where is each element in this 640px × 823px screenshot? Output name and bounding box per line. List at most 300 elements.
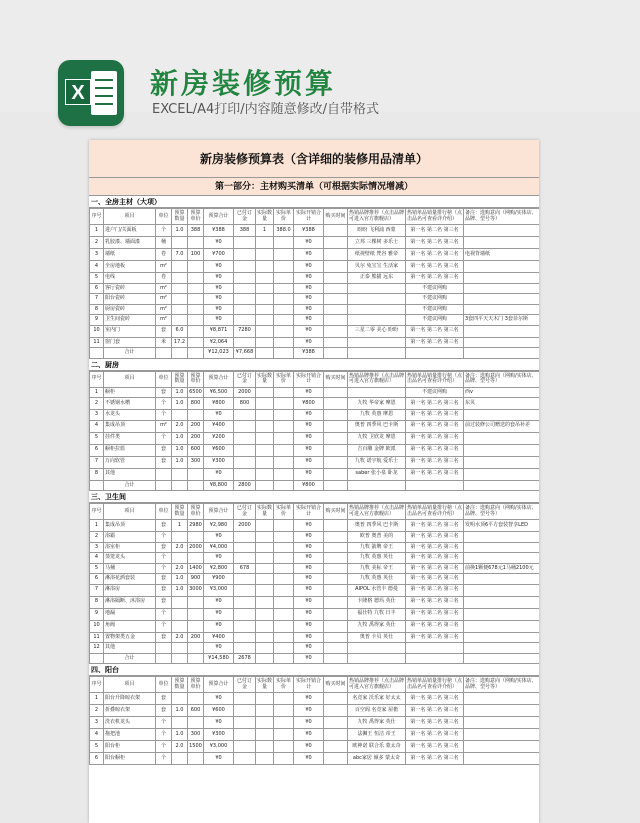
- table-cell: 第一名 第二名 第三名: [406, 249, 464, 261]
- table-cell: 5: [90, 563, 104, 574]
- table-cell: [234, 753, 256, 765]
- table-cell: [188, 315, 204, 326]
- table-cell: 欧神诺 联合乐 蒙太奇: [348, 741, 406, 753]
- table-cell: 第一名 第二名 第三名: [406, 420, 464, 432]
- table-row: [90, 420, 540, 432]
- table-cell: [464, 410, 540, 421]
- section-title: 二、厨房: [89, 359, 539, 371]
- table-cell: ¥0: [204, 261, 234, 273]
- table-cell: 蒸笼龙头: [104, 553, 156, 564]
- table-cell: [464, 717, 540, 729]
- table-cell: [256, 608, 274, 620]
- table-cell: [324, 632, 348, 643]
- column-header: 预算合计: [204, 504, 234, 520]
- table-cell: ¥0: [294, 553, 324, 564]
- table-cell: [234, 717, 256, 729]
- table-cell: 其他: [104, 643, 156, 654]
- table-cell: [324, 249, 348, 261]
- table-cell: ¥0: [294, 620, 324, 632]
- table-cell: 集成吊顶: [104, 420, 156, 432]
- table-cell: [156, 653, 172, 664]
- table-cell: [464, 432, 540, 444]
- table-cell: [256, 348, 274, 359]
- table-cell: [188, 553, 204, 564]
- column-header: 实际单价: [274, 677, 294, 693]
- table-cell: 拖把池: [104, 729, 156, 741]
- column-header: 单位: [156, 677, 172, 693]
- table-cell: ¥0: [294, 563, 324, 574]
- table-cell: [464, 705, 540, 717]
- table-cell: 4: [90, 420, 104, 432]
- table-cell: 2800: [234, 480, 256, 491]
- table-cell: [324, 643, 348, 654]
- table-cell: [324, 387, 348, 398]
- table-cell: 第一名 第二名 第三名: [406, 542, 464, 553]
- column-header: 实际单价: [274, 209, 294, 225]
- table-cell: [464, 468, 540, 480]
- table-cell: [172, 608, 188, 620]
- table-cell: [256, 643, 274, 654]
- table-cell: 300: [188, 729, 204, 741]
- page-title: 新房装修预算: [150, 67, 337, 100]
- table-cell: [256, 520, 274, 532]
- column-header: 序号: [90, 504, 104, 520]
- table-cell: [256, 729, 274, 741]
- table-cell: [324, 304, 348, 315]
- table-cell: ¥6,500: [204, 387, 234, 398]
- table-cell: 200: [188, 420, 204, 432]
- table-cell: [188, 653, 204, 664]
- table-cell: [234, 432, 256, 444]
- table-cell: 阳台柜: [104, 741, 156, 753]
- table-cell: 第一名 第二名 第三名: [406, 520, 464, 532]
- table-cell: 九牧 禹得家 英仕: [348, 620, 406, 632]
- table-cell: [256, 532, 274, 543]
- table-cell: 第一名 第二名 第三名: [406, 608, 464, 620]
- column-header: 已付订金: [234, 677, 256, 693]
- column-header: 预算单价: [188, 209, 204, 225]
- table-cell: [348, 315, 406, 326]
- table-cell: 1: [90, 387, 104, 398]
- table-cell: [274, 553, 294, 564]
- table-cell: [274, 273, 294, 284]
- table-row: [90, 432, 540, 444]
- table-cell: 4: [90, 729, 104, 741]
- table-cell: 第一名 第二名 第三名: [406, 705, 464, 717]
- table-cell: 东贝: [464, 398, 540, 410]
- table-cell: 300: [188, 456, 204, 468]
- table-cell: ¥0: [204, 273, 234, 284]
- table-cell: 第一名 第二名 第三名: [406, 398, 464, 410]
- column-header: 热销品牌推荐（点击品牌可进入官方旗舰店）: [348, 371, 406, 387]
- table-cell: [90, 348, 104, 359]
- table-cell: [172, 468, 188, 480]
- table-cell: 个: [156, 398, 172, 410]
- table-cell: 1: [90, 693, 104, 705]
- table-cell: [324, 410, 348, 421]
- table-cell: 4: [90, 261, 104, 273]
- table-cell: 1.0: [172, 574, 188, 585]
- table-cell: ¥0: [204, 608, 234, 620]
- table-cell: [274, 456, 294, 468]
- table-cell: 九牧 英惠 英仕: [348, 574, 406, 585]
- table-cell: 4: [90, 553, 104, 564]
- table-cell: [274, 480, 294, 491]
- table-cell: [234, 444, 256, 456]
- table-cell: [188, 596, 204, 608]
- section-title: 一、全房主材（大项）: [89, 196, 539, 208]
- table-cell: ¥0: [294, 315, 324, 326]
- table-cell: [172, 348, 188, 359]
- table-cell: 西v: [464, 387, 540, 398]
- table-cell: [256, 753, 274, 765]
- table-cell: [274, 632, 294, 643]
- table-cell: [188, 273, 204, 284]
- table-cell: [324, 273, 348, 284]
- table-cell: [324, 520, 348, 532]
- table-cell: ¥800: [204, 398, 234, 410]
- table-cell: [324, 553, 348, 564]
- table-row: [90, 532, 540, 543]
- sheet-subtitle: 第一部分：主材购买清单（可根据实际情况增减）: [89, 178, 539, 196]
- table-cell: [172, 717, 188, 729]
- table-cell: 17.2: [172, 337, 188, 348]
- column-header: 热销品牌推荐（点击品牌可进入官方旗舰店）: [348, 209, 406, 225]
- table-cell: 角阀: [104, 620, 156, 632]
- table-cell: 600: [188, 444, 204, 456]
- table-cell: 2980: [188, 520, 204, 532]
- table-cell: [324, 237, 348, 249]
- table-cell: [234, 304, 256, 315]
- table-cell: ¥0: [294, 596, 324, 608]
- table-cell: [234, 632, 256, 643]
- table-cell: [188, 480, 204, 491]
- table-cell: [234, 294, 256, 305]
- table-cell: [188, 693, 204, 705]
- table-cell: [464, 294, 540, 305]
- table-cell: ¥0: [294, 653, 324, 664]
- table-cell: [256, 632, 274, 643]
- table-cell: [156, 643, 172, 654]
- excel-x-icon: X: [65, 79, 91, 105]
- column-header: 购买时间: [324, 371, 348, 387]
- column-header: 备注：选购意向（网购/实体店、品牌、型号等）: [464, 677, 540, 693]
- table-cell: [464, 480, 540, 491]
- table-cell: ¥0: [204, 294, 234, 305]
- table-cell: 套: [156, 574, 172, 585]
- table-cell: ¥4,000: [204, 542, 234, 553]
- table-cell: 6.0: [172, 325, 188, 337]
- table-cell: [464, 456, 540, 468]
- table-cell: 3: [90, 717, 104, 729]
- table-cell: 九牧 诺宇航 爱乐士: [348, 456, 406, 468]
- table-cell: 第一名 第二名 第三名: [406, 563, 464, 574]
- table-cell: [256, 325, 274, 337]
- column-header: 购买时间: [324, 677, 348, 693]
- table-cell: [234, 729, 256, 741]
- table-cell: 6: [90, 574, 104, 585]
- table-cell: [256, 705, 274, 717]
- table-row: [90, 596, 540, 608]
- table-cell: 橱柜: [104, 387, 156, 398]
- page-subtitle: EXCEL/A4打印/内容随意修改/自带格式: [152, 102, 380, 117]
- table-cell: [274, 653, 294, 664]
- table-cell: [234, 553, 256, 564]
- table-cell: ¥0: [294, 410, 324, 421]
- table-cell: [464, 337, 540, 348]
- table-cell: [464, 304, 540, 315]
- table-cell: 个: [156, 729, 172, 741]
- table-cell: [188, 468, 204, 480]
- table-cell: [464, 273, 540, 284]
- section-title: 三、卫生间: [89, 491, 539, 503]
- table-cell: [256, 283, 274, 294]
- table-cell: [234, 620, 256, 632]
- table-cell: [464, 348, 540, 359]
- table-cell: [464, 542, 540, 553]
- column-header: 预算单价: [188, 677, 204, 693]
- table-cell: 1.0: [172, 432, 188, 444]
- table-cell: 7.0: [172, 249, 188, 261]
- table-cell: [156, 480, 172, 491]
- table-cell: ¥0: [294, 729, 324, 741]
- table-cell: [188, 237, 204, 249]
- table-cell: ¥0: [204, 315, 234, 326]
- table-cell: 客厅瓷砖: [104, 283, 156, 294]
- column-header: 项目: [104, 504, 156, 520]
- table-cell: [256, 553, 274, 564]
- table-cell: [274, 717, 294, 729]
- table-row: [90, 237, 540, 249]
- column-header: 项目: [104, 677, 156, 693]
- table-cell: 388: [188, 225, 204, 237]
- table-cell: 浴霸: [104, 532, 156, 543]
- table-cell: 2000: [234, 387, 256, 398]
- table-cell: 法狮王 恒洁 帝王: [348, 729, 406, 741]
- table-cell: [234, 456, 256, 468]
- table-cell: 集成吊顶: [104, 520, 156, 532]
- table-cell: ¥3,000: [204, 584, 234, 596]
- column-header: 实际开销合计: [294, 677, 324, 693]
- table-cell: 九牧 华帝家 摩恩: [348, 398, 406, 410]
- column-header: 预算单价: [188, 504, 204, 520]
- table-cell: [324, 705, 348, 717]
- table-cell: [274, 410, 294, 421]
- table-cell: 9: [90, 315, 104, 326]
- table-cell: ¥0: [294, 304, 324, 315]
- table-cell: 九牧 英惠 英仕: [348, 553, 406, 564]
- table-cell: [172, 620, 188, 632]
- table-cell: [348, 643, 406, 654]
- table-cell: 第一名 第二名 第三名: [406, 325, 464, 337]
- table-cell: 第一名 第二名 第三名: [406, 444, 464, 456]
- table-cell: [256, 304, 274, 315]
- table-row: [90, 273, 540, 284]
- table-cell: 个: [156, 410, 172, 421]
- table-cell: [324, 480, 348, 491]
- table-cell: [256, 420, 274, 432]
- table-cell: 1: [90, 520, 104, 532]
- table-cell: 套: [156, 456, 172, 468]
- column-header: 实际单价: [274, 504, 294, 520]
- table-cell: 挂件类: [104, 432, 156, 444]
- table-cell: 1.0: [172, 705, 188, 717]
- table-cell: [274, 753, 294, 765]
- table-cell: [256, 249, 274, 261]
- table-cell: 前换1颗便678元1马桶2100元: [464, 563, 540, 574]
- table-cell: ¥0: [204, 283, 234, 294]
- column-header: 项目: [104, 371, 156, 387]
- table-cell: ¥0: [294, 753, 324, 765]
- table-row: [90, 304, 540, 315]
- table-cell: [324, 325, 348, 337]
- column-header: 项目: [104, 209, 156, 225]
- table-cell: [234, 741, 256, 753]
- column-header: 预算合计: [204, 677, 234, 693]
- column-header: 已付订金: [234, 209, 256, 225]
- table-cell: 2.0: [172, 563, 188, 574]
- table-cell: 乳胶漆、墙面漆: [104, 237, 156, 249]
- table-cell: ¥900: [204, 574, 234, 585]
- table-cell: [234, 468, 256, 480]
- table-cell: [256, 237, 274, 249]
- table-cell: AIPOL 水管丰 德曼: [348, 584, 406, 596]
- table-cell: [256, 273, 274, 284]
- table-cell: 套: [156, 520, 172, 532]
- table-row: [90, 520, 540, 532]
- table-cell: 不建议网购: [406, 294, 464, 305]
- table-cell: 前过装修公司赠送的套吊补差: [464, 420, 540, 432]
- table-cell: 第一名 第二名 第三名: [406, 693, 464, 705]
- table-cell: 奥普 卡贝 英仕: [348, 632, 406, 643]
- table-row: [90, 456, 540, 468]
- table-cell: [348, 304, 406, 315]
- table-cell: 电视背墙纸: [464, 249, 540, 261]
- table-cell: [256, 432, 274, 444]
- table-cell: 厨房瓷砖: [104, 304, 156, 315]
- table-cell: [256, 261, 274, 273]
- table-cell: ¥0: [294, 468, 324, 480]
- column-header: 预算合计: [204, 371, 234, 387]
- table-cell: [234, 237, 256, 249]
- column-header: 单位: [156, 371, 172, 387]
- table-row: [90, 261, 540, 273]
- table-cell: [464, 596, 540, 608]
- table-cell: [234, 420, 256, 432]
- table-cell: [234, 574, 256, 585]
- table-cell: [188, 717, 204, 729]
- table-cell: ¥700: [204, 249, 234, 261]
- table-cell: 3套四平天天木门 3套菲尔斯: [464, 315, 540, 326]
- table-cell: 3: [90, 410, 104, 421]
- table-cell: 5: [90, 432, 104, 444]
- table-cell: [256, 398, 274, 410]
- table-cell: [156, 348, 172, 359]
- table-row: [90, 620, 540, 632]
- table-cell: [256, 741, 274, 753]
- table-cell: 马桶: [104, 563, 156, 574]
- table-cell: ¥300: [204, 456, 234, 468]
- table-cell: [234, 643, 256, 654]
- budget-table: [89, 371, 539, 492]
- table-cell: [188, 608, 204, 620]
- table-cell: [274, 432, 294, 444]
- table-cell: 900: [188, 574, 204, 585]
- table-cell: [464, 653, 540, 664]
- table-cell: [464, 741, 540, 753]
- table-row: [90, 753, 540, 765]
- table-cell: 三星二零 美心 盼盼: [348, 325, 406, 337]
- table-cell: [234, 584, 256, 596]
- table-cell: [274, 620, 294, 632]
- table-cell: abc家居 倾多 蒙太奇: [348, 753, 406, 765]
- table-cell: 2: [90, 705, 104, 717]
- table-cell: [406, 480, 464, 491]
- table-cell: [256, 717, 274, 729]
- table-cell: [172, 480, 188, 491]
- budget-table: [89, 503, 539, 664]
- table-cell: [274, 304, 294, 315]
- table-cell: [234, 410, 256, 421]
- table-cell: 淋浴房: [104, 584, 156, 596]
- table-cell: m²: [156, 261, 172, 273]
- table-cell: [274, 596, 294, 608]
- table-cell: 贝尔 兔宝宝 生活家: [348, 261, 406, 273]
- table-cell: 名竞家 沃乐家 好太太: [348, 693, 406, 705]
- table-cell: [324, 432, 348, 444]
- table-cell: 10: [90, 620, 104, 632]
- table-cell: 12: [90, 643, 104, 654]
- table-cell: 九牧 卫欣龙 摩恩: [348, 432, 406, 444]
- table-cell: 第一名 第二名 第三名: [406, 717, 464, 729]
- table-cell: ¥8,800: [204, 480, 234, 491]
- table-cell: 九牧 禹得家 英仕: [348, 717, 406, 729]
- table-cell: 第一名 第二名 第三名: [406, 741, 464, 753]
- table-cell: 第一名 第二名 第三名: [406, 273, 464, 284]
- table-cell: 九牧 美标 帝王: [348, 563, 406, 574]
- table-row: [90, 249, 540, 261]
- table-cell: [324, 532, 348, 543]
- table-row: [90, 717, 540, 729]
- table-cell: ¥0: [294, 574, 324, 585]
- table-cell: ¥388: [294, 225, 324, 237]
- table-cell: ¥0: [204, 468, 234, 480]
- table-cell: ¥0: [204, 596, 234, 608]
- table-cell: ¥0: [294, 520, 324, 532]
- table-cell: 6: [90, 444, 104, 456]
- table-cell: [156, 468, 172, 480]
- table-cell: 2: [90, 398, 104, 410]
- table-cell: 合计: [104, 480, 156, 491]
- table-cell: [234, 337, 256, 348]
- table-cell: 套: [156, 387, 172, 398]
- table-cell: 第一名 第二名 第三名: [406, 261, 464, 273]
- table-cell: [188, 337, 204, 348]
- table-row: [90, 410, 540, 421]
- table-cell: 洗衣机龙头: [104, 717, 156, 729]
- table-header-row: [90, 209, 540, 225]
- table-cell: [464, 643, 540, 654]
- table-cell: saber 张小泉 卧龙: [348, 468, 406, 480]
- table-cell: ¥0: [294, 273, 324, 284]
- table-cell: [324, 596, 348, 608]
- table-cell: 个: [156, 225, 172, 237]
- table-row: [90, 387, 540, 398]
- table-cell: [90, 653, 104, 664]
- table-cell: [348, 653, 406, 664]
- table-cell: 第一名 第二名 第三名: [406, 753, 464, 765]
- table-cell: 1500: [188, 741, 204, 753]
